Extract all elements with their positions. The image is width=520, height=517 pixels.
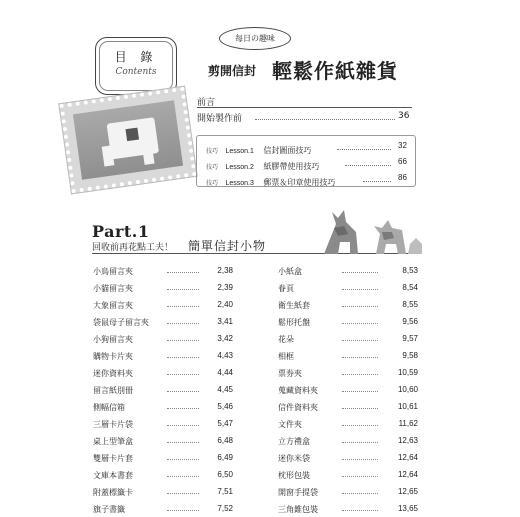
entry-page: 8,53 <box>402 266 418 275</box>
entry-name: 雙層卡片套 <box>93 454 133 463</box>
part-title: Part.1 <box>92 222 150 241</box>
entry-name: 相框 <box>278 352 294 361</box>
entry-leader <box>167 340 199 341</box>
entry-name: 旗子書籤 <box>93 505 125 514</box>
entry-leader <box>342 408 378 409</box>
toc-entry <box>278 432 418 449</box>
entry-list-left <box>93 262 233 517</box>
lesson-tag: 技巧 <box>206 164 219 171</box>
entry-name: 開窗手提袋 <box>278 488 318 497</box>
lesson-page: 32 <box>398 141 407 150</box>
entry-name: 文件夾 <box>278 420 302 429</box>
entry-page: 4,43 <box>217 351 233 360</box>
lesson-row <box>206 172 335 190</box>
entry-page: 11,62 <box>398 419 418 428</box>
entry-page: 12,63 <box>397 436 418 445</box>
paper-dog-patch <box>125 128 139 142</box>
entry-leader <box>167 374 199 375</box>
entry-name: 枕形包裝 <box>278 471 310 480</box>
entry-name: 三層卡片袋 <box>93 420 133 429</box>
entry-page: 10,59 <box>397 368 418 377</box>
toc-entry <box>278 483 418 500</box>
entry-name: 文庫本書套 <box>93 471 133 480</box>
lesson-leader <box>337 149 391 150</box>
toc-entry <box>278 364 418 381</box>
toc-entry <box>93 415 233 432</box>
toc-entry <box>93 330 233 347</box>
entry-leader <box>167 289 199 290</box>
stamp-photo <box>59 87 196 194</box>
toc-entry <box>278 398 418 415</box>
toc-entry <box>93 466 233 483</box>
entry-leader <box>342 323 378 324</box>
toc-entry <box>93 262 233 279</box>
preface-item-label: 開始製作前 <box>197 114 243 124</box>
lesson-leader <box>345 165 391 166</box>
entry-page: 12,64 <box>397 453 418 462</box>
entry-leader <box>167 476 199 477</box>
toc-entry <box>93 483 233 500</box>
lesson-title: 郵票＆印章使用技巧 <box>263 178 336 187</box>
lesson-page: 86 <box>398 173 407 182</box>
entry-name: 立方禮盒 <box>278 437 310 446</box>
entry-name: 桌上型筆盒 <box>93 437 133 446</box>
toc-entry <box>278 262 418 279</box>
entry-page: 6,49 <box>217 453 233 462</box>
toc-entry <box>278 313 418 330</box>
entry-name: 留言紙別冊 <box>93 386 133 395</box>
toc-entry <box>278 381 418 398</box>
entry-name: 購物卡片夾 <box>93 352 133 361</box>
entry-name: 衛生紙套 <box>278 301 310 310</box>
entry-leader <box>342 459 378 460</box>
toc-entry <box>93 500 233 517</box>
entry-leader <box>167 323 199 324</box>
lesson-leader <box>363 181 391 182</box>
part-subtitle: 回收前再花點工夫！ <box>92 243 174 253</box>
toc-entry <box>93 364 233 381</box>
preface-leader <box>255 119 395 120</box>
entry-leader <box>342 340 378 341</box>
entry-name: 小鳥留言夾 <box>93 267 133 276</box>
toc-entry <box>278 449 418 466</box>
toc-entry <box>278 500 418 517</box>
entry-name: 花朵 <box>278 335 294 344</box>
entry-leader <box>167 408 199 409</box>
entry-page: 5,47 <box>217 419 233 428</box>
entry-leader <box>342 476 378 477</box>
toc-entry <box>278 415 418 432</box>
entry-leader <box>167 493 199 494</box>
contents-subtitle: Contents <box>115 67 157 77</box>
entry-name: 三角錐包裝 <box>278 505 318 514</box>
entry-page: 12,64 <box>397 470 418 479</box>
entry-name: 小狗留言夾 <box>93 335 133 344</box>
toc-entry <box>93 313 233 330</box>
entry-leader <box>342 493 378 494</box>
entry-leader <box>342 425 378 426</box>
toc-entry <box>278 347 418 364</box>
entry-page: 3,41 <box>217 317 233 326</box>
lesson-title: 紙膠帶使用技巧 <box>263 162 320 171</box>
toc-entry <box>93 347 233 364</box>
entry-name: 側幅信箱 <box>93 403 125 412</box>
lessons-box <box>196 135 416 187</box>
entry-name: 信件資料夾 <box>278 403 318 412</box>
lesson-tag: 技巧 <box>206 148 219 155</box>
entry-page: 6,50 <box>217 470 233 479</box>
entry-leader <box>342 442 378 443</box>
entry-page: 8,54 <box>402 283 418 292</box>
entry-page: 6,48 <box>217 436 233 445</box>
entry-leader <box>167 357 199 358</box>
paper-animals-illustration <box>322 204 424 256</box>
entry-page: 5,46 <box>217 402 233 411</box>
entry-leader <box>167 459 199 460</box>
lesson-number: Lesson.3 <box>225 180 254 187</box>
preface-divider <box>197 107 412 108</box>
toc-entry <box>93 432 233 449</box>
entry-name: 票券夾 <box>278 369 302 378</box>
entry-name: 小紙盒 <box>278 267 302 276</box>
toc-entry <box>93 279 233 296</box>
entry-leader <box>167 391 199 392</box>
toc-entry <box>93 398 233 415</box>
entry-page: 13,65 <box>397 504 418 513</box>
entry-leader <box>342 357 378 358</box>
entry-page: 3,42 <box>217 334 233 343</box>
lesson-page: 66 <box>398 157 407 166</box>
entry-leader <box>342 510 378 511</box>
part-heading: 簡單信封小物 <box>188 239 267 253</box>
entry-leader <box>167 425 199 426</box>
preface-item-page: 36 <box>398 111 410 121</box>
entry-page: 10,60 <box>397 385 418 394</box>
lesson-tag: 技巧 <box>206 180 219 187</box>
entry-page: 2,39 <box>217 283 233 292</box>
entry-name: 眷頁 <box>278 284 294 293</box>
entry-leader <box>342 272 378 273</box>
entry-page: 4,45 <box>217 385 233 394</box>
book-title-prefix: 剪開信封 <box>208 64 257 78</box>
entry-page: 8,55 <box>402 300 418 309</box>
entry-leader <box>342 374 378 375</box>
book-title: 輕鬆作紙雜貨 <box>272 59 398 83</box>
entry-leader <box>167 306 199 307</box>
entry-name: 鬆形托盤 <box>278 318 310 327</box>
entry-list-right <box>278 262 418 517</box>
toc-entry <box>93 296 233 313</box>
toc-entry <box>93 449 233 466</box>
entry-page: 2,40 <box>217 300 233 309</box>
lesson-number: Lesson.2 <box>225 164 254 171</box>
entry-name: 迷你資料夾 <box>93 369 133 378</box>
entry-page: 2,38 <box>217 266 233 275</box>
lesson-number: Lesson.1 <box>225 148 254 155</box>
entry-leader <box>167 442 199 443</box>
entry-page: 7,52 <box>217 504 233 513</box>
entry-leader <box>167 272 199 273</box>
entry-page: 4,44 <box>217 368 233 377</box>
entry-page: 12,65 <box>397 487 418 496</box>
toc-entry <box>278 330 418 347</box>
lesson-title: 信封圖面技巧 <box>263 146 312 155</box>
preface-heading: 前言 <box>197 98 216 108</box>
entry-page: 9,58 <box>402 351 418 360</box>
contents-title: 目 錄 <box>114 50 158 64</box>
entry-page: 7,51 <box>217 487 233 496</box>
contents-badge <box>95 37 177 95</box>
series-badge: 每日の趣味 <box>219 27 291 50</box>
entry-page: 10,61 <box>397 402 418 411</box>
entry-leader <box>342 289 378 290</box>
toc-entry <box>278 279 418 296</box>
entry-name: 迷你米袋 <box>278 454 310 463</box>
stamp-image <box>73 100 183 180</box>
toc-entry <box>278 296 418 313</box>
entry-name: 小貓留言夾 <box>93 284 133 293</box>
entry-name: 蒐藏資料夾 <box>278 386 318 395</box>
entry-name: 袋鼠母子留言夾 <box>93 318 149 327</box>
entry-leader <box>342 306 378 307</box>
toc-entry <box>93 381 233 398</box>
toc-entry <box>278 466 418 483</box>
entry-name: 附蓋標籤卡 <box>93 488 133 497</box>
paper-dog-leg <box>142 148 154 165</box>
entry-leader <box>342 391 378 392</box>
entry-page: 9,56 <box>402 317 418 326</box>
entry-page: 9,57 <box>402 334 418 343</box>
entry-leader <box>167 510 199 511</box>
entry-name: 大象留言夾 <box>93 301 133 310</box>
